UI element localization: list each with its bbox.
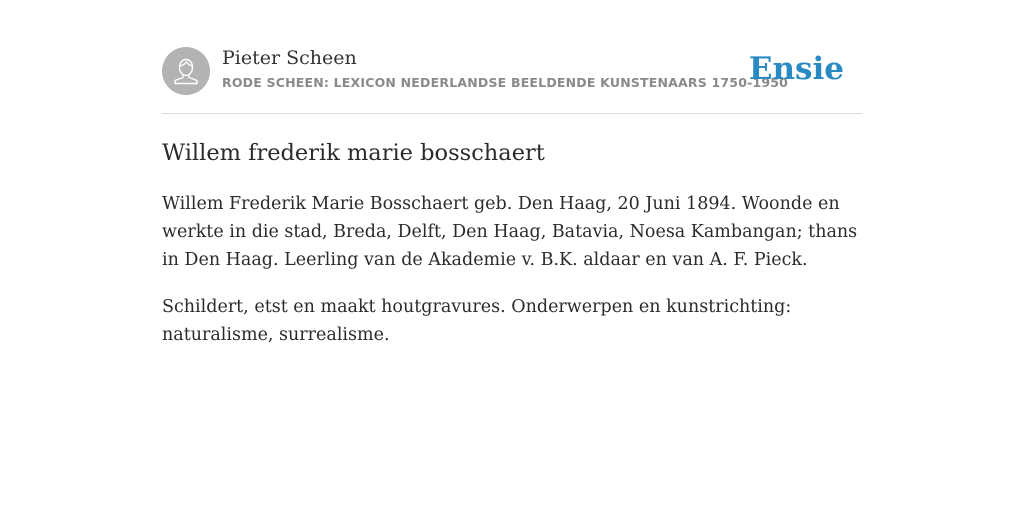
- page-container: [162, 0, 862, 345]
- article-header: [162, 0, 862, 114]
- author-name[interactable]: Pieter Scheen: [222, 47, 357, 69]
- source-title[interactable]: RODE SCHEEN: LEXICON NEDERLANDSE BEELDENDE KUNSTENAARS 1750-1950: [222, 75, 789, 90]
- author-avatar[interactable]: [162, 47, 210, 95]
- user-icon: [162, 47, 210, 95]
- article-paragraph: Willem Frederik Marie Bosschaert geb. Den Haag, 20 Juni 1894. Woonde en werkte in die stad, Breda, Delft, Den Haag, Batavia, Noesa Kambangan; thans in Den Haag. Leerling van de Akademie v. B.K. aldaar en van A. F. Pieck.: [162, 194, 858, 270]
- brand-logo[interactable]: Ensie: [748, 51, 844, 87]
- article-body: [162, 190, 862, 368]
- article-title: Willem frederik marie bosschaert: [162, 140, 545, 166]
- article-paragraph: Schildert, etst en maakt houtgravures. Onderwerpen en kunstrichting: naturalisme, surrealisme.: [162, 297, 792, 345]
